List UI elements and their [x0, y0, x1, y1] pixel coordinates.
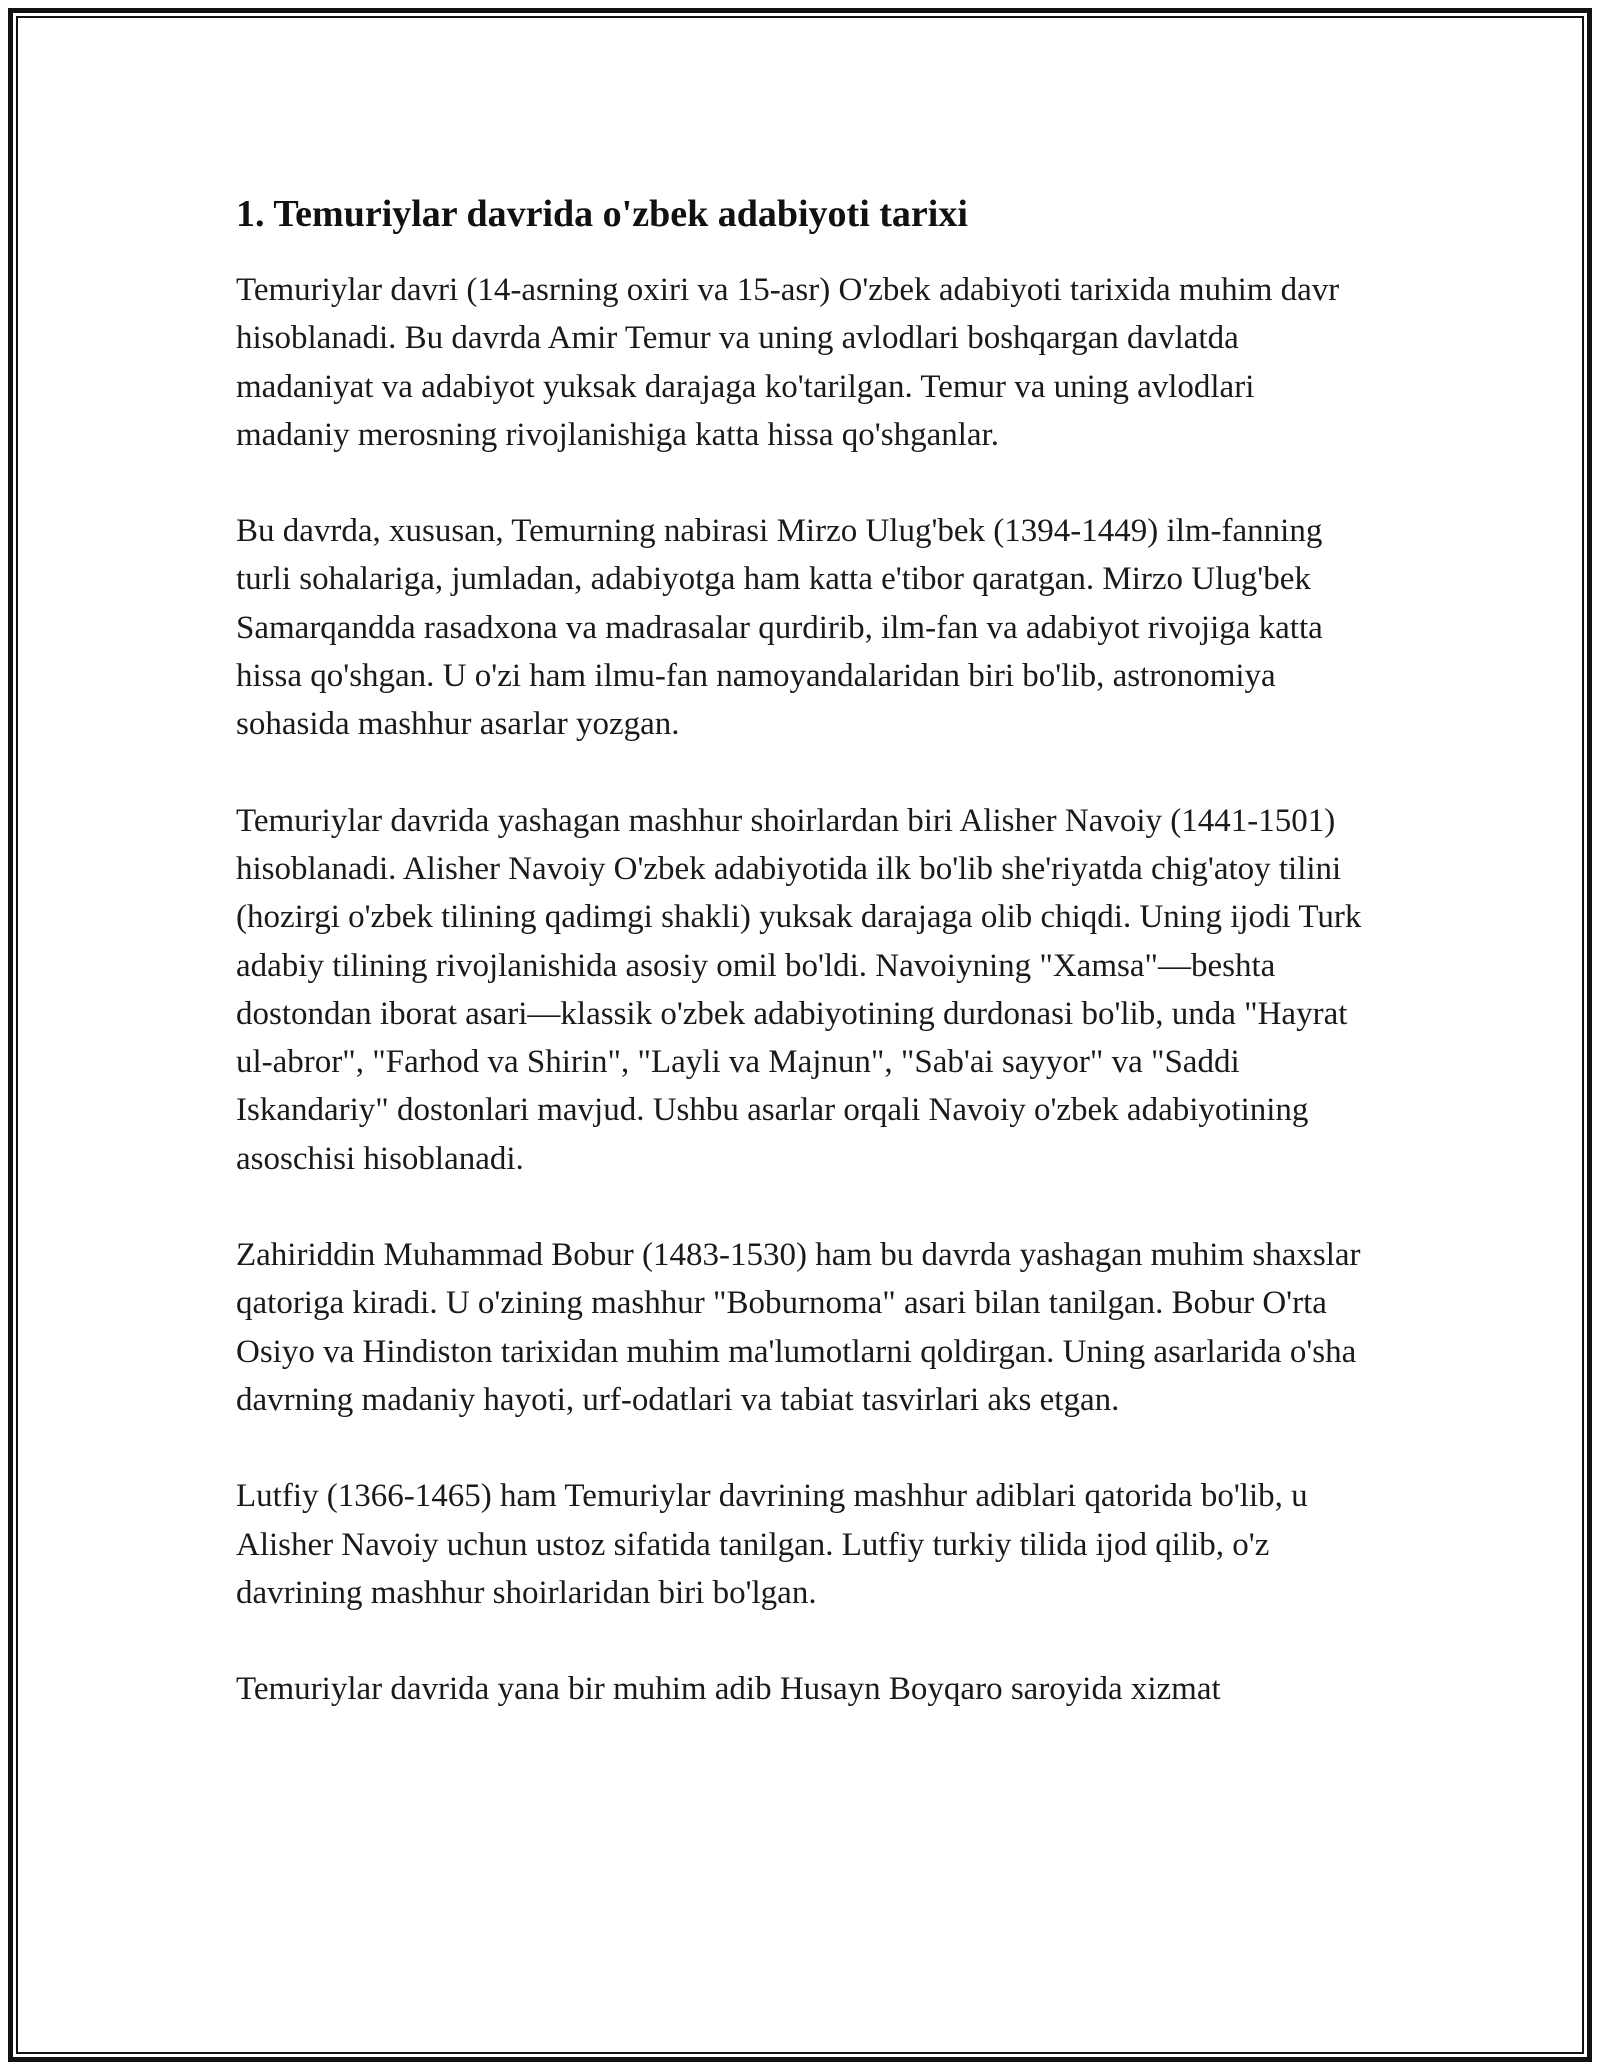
paragraph-bobur: Zahiriddin Muhammad Bobur (1483-1530) ham bu davrda yashagan muhim shaxslar qatoriga kiradi. U o'zining mashhur "Boburnoma" asari bilan tanilgan. Bobur O'rta Osiyo va Hindiston tarixidan muhim ma'lumotlarni qoldirgan. Uning asarlarida o'sha davrning madaniy hayoti, urf-odatlari va tabiat tasvirlari aks etgan.: [236, 1237, 1361, 1418]
document-title: 1. Temuriylar davrida o'zbek adabiyoti tarixi: [236, 193, 968, 235]
document-body: [236, 186, 1366, 1761]
paragraph-temuriylar-davri: Temuriylar davri (14-asrning oxiri va 15-asr) O'zbek adabiyoti tarixida muhim davr hisoblanadi. Bu davrda Amir Temur va uning avlodlari boshqargan davlatda madaniyat va adabiyot yuksak darajaga ko'tarilgan. Temur va uning avlodlari madaniy merosning rivojlanishiga katta hissa qo'shganlar.: [236, 272, 1340, 453]
paragraph-husayn-boyqaro: Temuriylar davrida yana bir muhim adib Husayn Boyqaro saroyida xizmat: [236, 1671, 1221, 1708]
paragraph-navoiy: Temuriylar davrida yashagan mashhur shoirlardan biri Alisher Navoiy (1441-1501) hisoblanadi. Alisher Navoiy O'zbek adabiyotida ilk bo'lib she'riyatda chig'atoy tilini (hozirgi o'zbek tilining qadimgi shakli) yuksak darajaga olib chiqdi. Uning ijodi Turk adabiy tilining rivojlanishida asosiy omil bo'ldi. Navoiyning "Xamsa"—beshta dostondan iborat asari—klassik o'zbek adabiyotining durdonasi bo'lib, unda "Hayrat ul-abror", "Farhod va Shirin", "Layli va Majnun", "Sab'ai sayyor" va "Saddi Iskandariy" dostonlari mavjud. Ushbu asarlar orqali Navoiy o'zbek adabiyotining asoschisi hisoblanadi.: [236, 802, 1362, 1177]
paragraph-ulugbek: Bu davrda, xususan, Temurning nabirasi Mirzo Ulug'bek (1394-1449) ilm-fanning turli sohalariga, jumladan, adabiyotga ham katta e'tibor qaratgan. Mirzo Ulug'bek Samarqandda rasadxona va madrasalar qurdirib, ilm-fan va adabiyot rivojiga katta hissa qo'shgan. U o'zi ham ilmu-fan namoyandalaridan biri bo'lib, astronomiya sohasida mashhur asarlar yozgan.: [236, 513, 1323, 743]
paragraph-lutfiy: Lutfiy (1366-1465) ham Temuriylar davrining mashhur adiblari qatorida bo'lib, u Alisher Navoiy uchun ustoz sifatida tanilgan. Lutfiy turkiy tilida ijod qilib, o'z davrining mashhur shoirlaridan biri bo'lgan.: [236, 1478, 1308, 1611]
